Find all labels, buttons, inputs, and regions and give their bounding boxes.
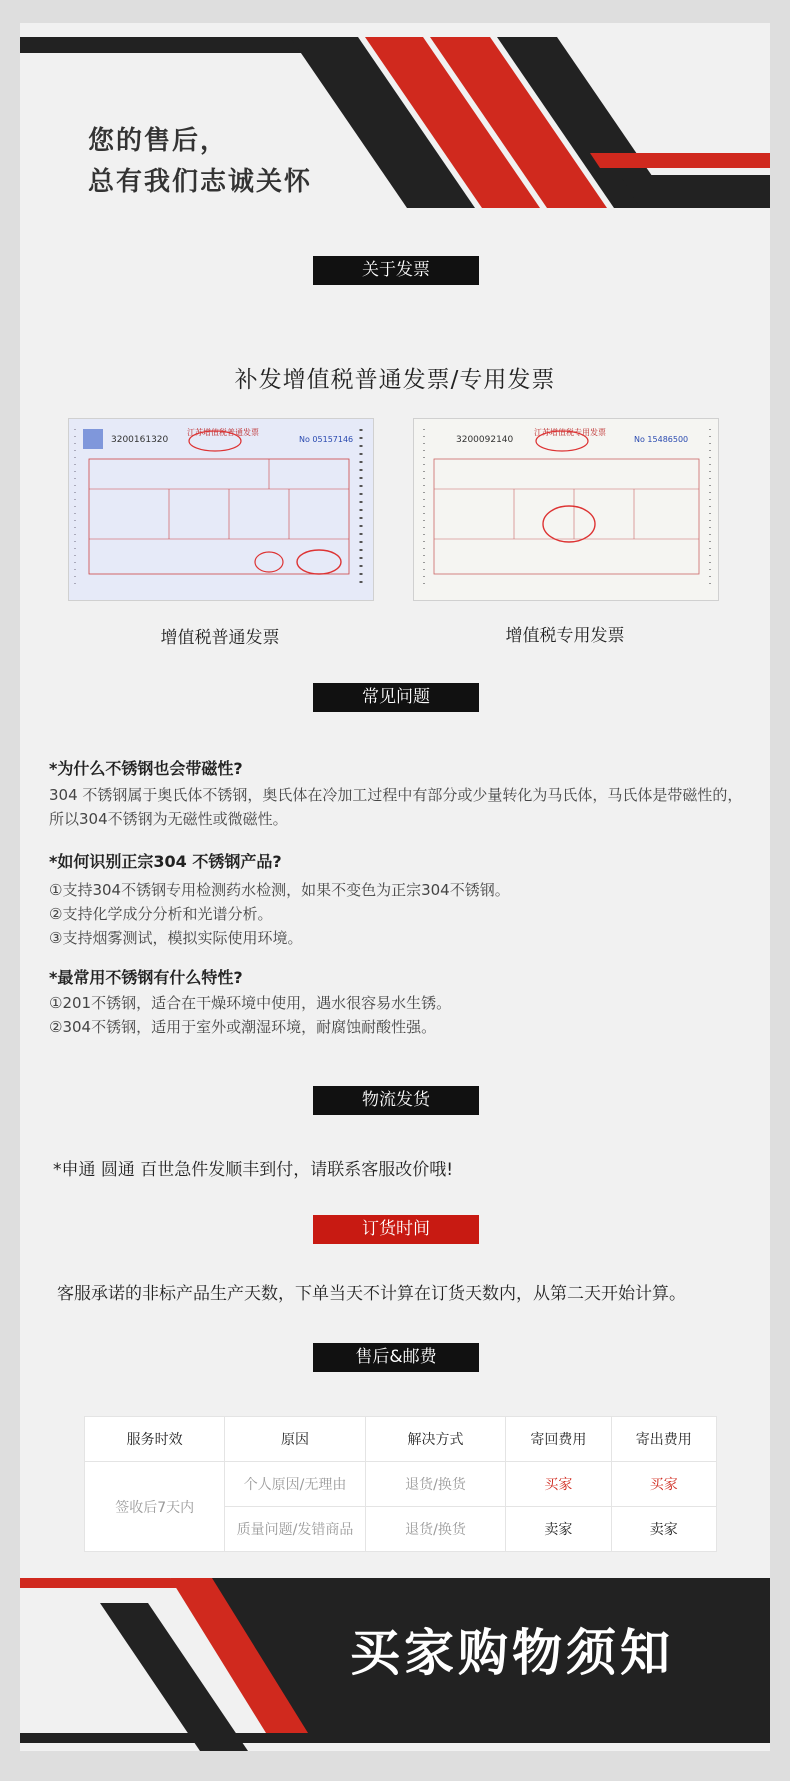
invoice-illustration — [69, 419, 373, 600]
section-title-invoice: 关于发票 — [313, 256, 479, 285]
invoice-number-special: 3200092140 — [456, 435, 514, 445]
faq-question-3: *最常用不锈钢有什么特性? — [49, 968, 243, 987]
footer-title: 买家购物须知 — [350, 1624, 674, 1682]
table-cell-return-fee: 卖家 — [506, 1507, 611, 1552]
invoice-number-normal: 3200161320 — [111, 435, 169, 445]
svg-text:No 05157146: No 05157146 — [299, 435, 354, 444]
section-title-faq: 常见问题 — [313, 683, 479, 712]
table-header-cell: 解决方式 — [365, 1417, 505, 1462]
table-cell-solution: 退货/换货 — [365, 1507, 505, 1552]
invoice-image-normal — [68, 418, 374, 601]
faq-answer-3-1: ①201不锈钢，适合在干燥环境中使用，遇水很容易水生锈。 — [49, 994, 452, 1012]
faq-answer-2-3: ③支持烟雾测试，模拟实际使用环境。 — [49, 929, 303, 947]
faq-question-1: *为什么不锈钢也会带磁性? — [49, 759, 243, 778]
after-sales-table — [84, 1416, 717, 1552]
section-title-after-sales: 售后&邮费 — [313, 1343, 479, 1372]
faq-answer-2-1: ①支持304不锈钢专用检测药水检测，如果不变色为正宗304不锈钢。 — [49, 881, 510, 899]
section-title-order-time: 订货时间 — [313, 1215, 479, 1244]
section-title-logistics: 物流发货 — [313, 1086, 479, 1115]
table-header-cell: 服务时效 — [85, 1417, 225, 1462]
hero-line-2: 总有我们志诚关怀 — [88, 167, 313, 197]
order-time-text: 客服承诺的非标产品生产天数，下单当天不计算在订货天数内，从第二天开始计算。 — [57, 1284, 686, 1304]
invoice-caption-special: 增值税专用发票 — [505, 626, 625, 646]
table-row — [85, 1462, 717, 1507]
page — [20, 23, 770, 1751]
table-cell-return-fee: 买家 — [506, 1462, 611, 1507]
logistics-text: *申通 圆通 百世急件发顺丰到付，请联系客服改价哦! — [53, 1160, 454, 1180]
table-header-cell: 原因 — [225, 1417, 365, 1462]
invoice-subtitle: 补发增值税普通发票/专用发票 — [234, 367, 556, 393]
table-cell-send-fee: 卖家 — [611, 1507, 716, 1552]
table-cell-solution: 退货/换货 — [365, 1462, 505, 1507]
svg-text:江苏增值税专用发票: 江苏增值税专用发票 — [534, 428, 606, 437]
table-cell-reason: 个人原因/无理由 — [225, 1462, 365, 1507]
hero-heading — [88, 121, 312, 203]
faq-question-2: *如何识别正宗304 不锈钢产品? — [49, 852, 282, 871]
invoice-image-special — [413, 418, 719, 601]
invoice-caption-normal: 增值税普通发票 — [160, 628, 280, 648]
faq-answer-3-2: ②304不锈钢，适用于室外或潮湿环境，耐腐蚀耐酸性强。 — [49, 1018, 437, 1036]
table-header-cell: 寄出费用 — [611, 1417, 716, 1462]
faq-answer-1: 304 不锈钢属于奥氏体不锈钢，奥氏体在冷加工过程中有部分或少量转化为马氏体，马氏体是带磁性的，所以304不锈钢为无磁性或微磁性。 — [49, 786, 743, 828]
svg-text:No 15486500: No 15486500 — [634, 435, 689, 444]
table-cell-period: 签收后7天内 — [85, 1462, 225, 1552]
faq-answer-2-2: ②支持化学成分分析和光谱分析。 — [49, 905, 273, 923]
svg-text:江苏增值税普通发票: 江苏增值税普通发票 — [187, 428, 259, 437]
table-header-cell: 寄回费用 — [506, 1417, 611, 1462]
table-cell-reason: 质量问题/发错商品 — [225, 1507, 365, 1552]
table-header-row — [85, 1417, 717, 1462]
table-cell-send-fee: 买家 — [611, 1462, 716, 1507]
invoice-illustration — [414, 419, 718, 600]
hero-line-1: 您的售后， — [88, 126, 229, 156]
